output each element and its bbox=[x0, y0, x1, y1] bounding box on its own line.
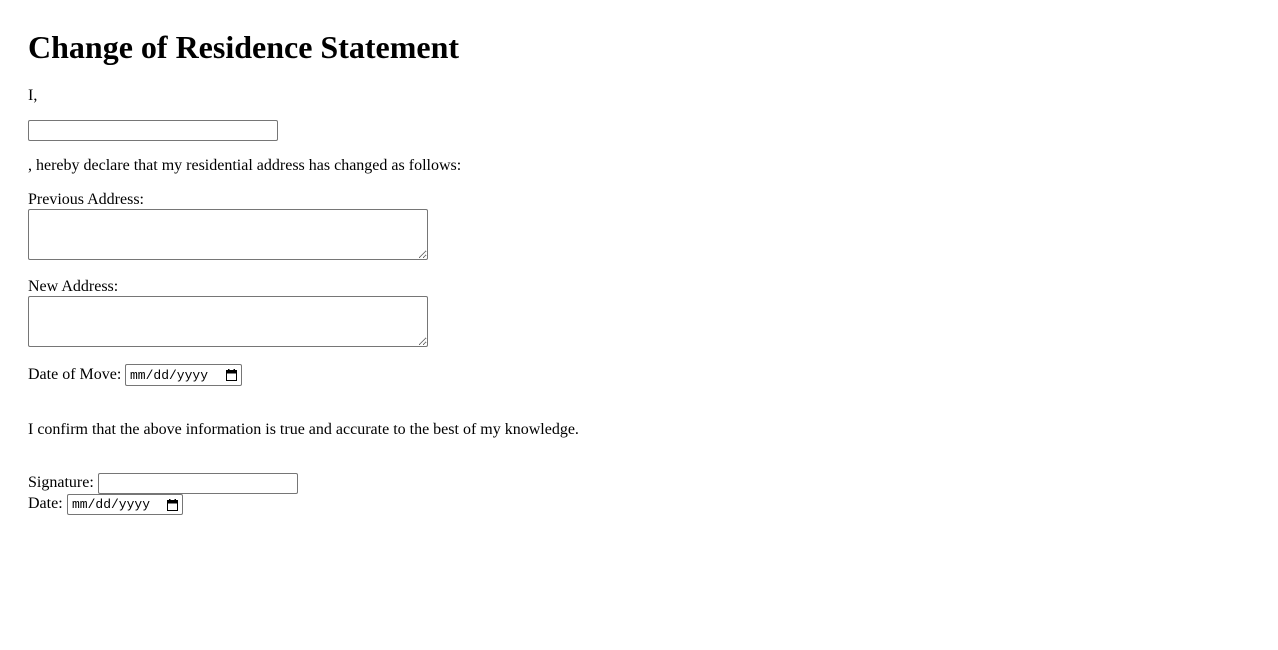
new-address-label: New Address: bbox=[28, 278, 119, 295]
confirmation-statement: I confirm that the above information is true and accurate to the best of my knowledge. bbox=[28, 421, 579, 438]
date-placeholder: mm/dd/yyyy bbox=[72, 497, 151, 512]
calendar-icon[interactable] bbox=[226, 369, 237, 381]
declaration-text: , hereby declare that my residential address has changed as follows: bbox=[28, 157, 462, 174]
date-of-move-input[interactable] bbox=[125, 364, 242, 386]
signature-input[interactable] bbox=[98, 473, 298, 494]
full-name-input[interactable] bbox=[28, 120, 278, 141]
date-label: Date: bbox=[28, 495, 63, 512]
previous-address-field[interactable] bbox=[28, 209, 428, 260]
intro-prefix-text: I, bbox=[28, 87, 38, 104]
page-title: Change of Residence Statement bbox=[28, 29, 460, 65]
date-input[interactable] bbox=[67, 494, 183, 515]
new-address-field[interactable] bbox=[28, 296, 428, 347]
date-of-move-placeholder: mm/dd/yyyy bbox=[130, 367, 209, 383]
signature-label: Signature: bbox=[28, 474, 94, 491]
date-of-move-label: Date of Move: bbox=[28, 366, 122, 383]
previous-address-label: Previous Address: bbox=[28, 191, 144, 208]
calendar-icon[interactable] bbox=[167, 499, 178, 511]
